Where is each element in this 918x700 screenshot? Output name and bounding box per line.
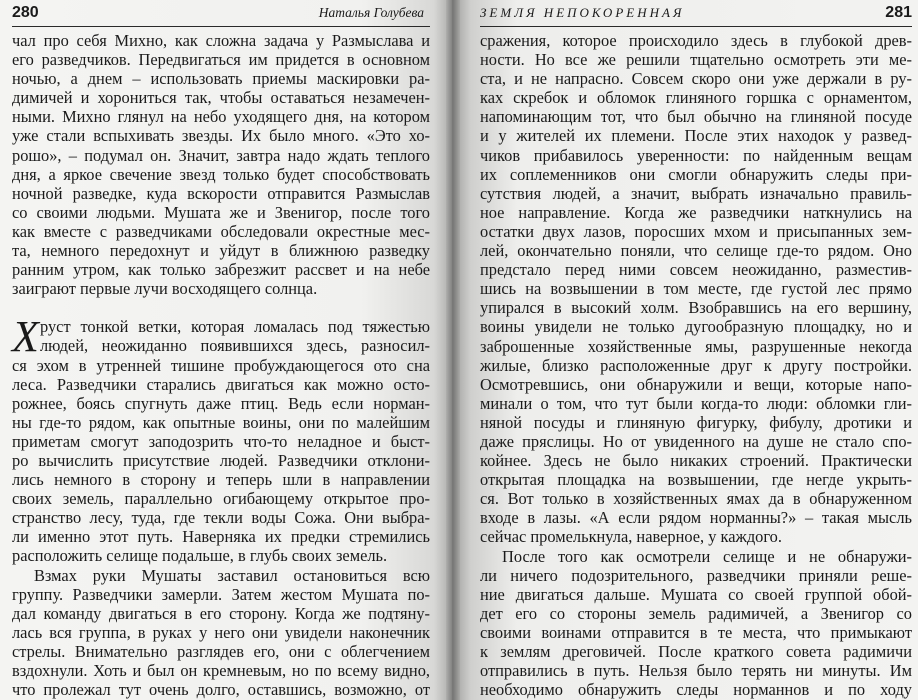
text-line: ся. Вот только в хозяйственных ямах да в обнаруженном (480, 489, 912, 509)
text-line: сражения, которое происходило здесь в глубокой древ- (480, 31, 912, 50)
text-line: воины увидели не только дугообразную площадку, но и (480, 317, 912, 337)
left-paragraph-3 (12, 566, 430, 700)
text-line: дня, а яркое свечение звезд только будет способствовать (12, 164, 430, 184)
right-page-number: 281 (885, 4, 912, 21)
text-line: сутствия людей, а значит, выбрать изначально правиль- (480, 183, 912, 203)
text-line: ночной разведке, куда вскорости отправится Размыслав (12, 183, 430, 203)
text-line: заброшенные хозяйственные ямы, разрушенные некогда (480, 336, 912, 356)
text-line: няной посуды и глиняную фигурку, фибулу, дротики и (480, 412, 912, 432)
text-line: чиков прибавилось уверенности: по найденным вещам (480, 145, 912, 165)
right-paragraph-1 (480, 31, 912, 547)
section-break (12, 298, 430, 317)
text-line: упирался в высокий холм. Взобравшись на его вершину, (480, 298, 912, 318)
text-line: рошо», – подумал он. Значит, завтра надо ждать теплого (12, 145, 430, 165)
text-line: минали о том, что тут были когда-то люди: обломки гли- (480, 393, 912, 413)
text-line: димичей и хорониться так, чтобы оставаться незамечен- (12, 88, 430, 108)
book-gutter-shadow (446, 0, 460, 700)
text-line: рожнее, боясь спугнуть даже птиц. Ведь если норман- (12, 393, 430, 413)
text-line: ли ничего подозрительного, разведчики приняли реше- (480, 565, 912, 585)
left-page (0, 0, 452, 700)
drop-cap: Х (12, 312, 39, 362)
text-line: остатки двух лазов, поросших мхом и присыпанных зем- (480, 221, 912, 241)
left-running-head (12, 4, 430, 27)
text-line: Осмотревшись, они обнаружили и вещи, которые напо- (480, 374, 912, 394)
text-line: ние двигаться дальше. Мушата со своей группой обой- (480, 584, 912, 604)
right-running-head (480, 4, 912, 27)
text-line: отправились в путь. Нельзя было терять ни минуты. Им (480, 661, 912, 681)
right-running-title: ЗЕМЛЯ НЕПОКОРЕННАЯ (480, 5, 685, 20)
text-line: даже пряслицы. Но от увиденного на душе не стало спо- (480, 431, 912, 451)
text-line: ны где-то рядом, как опытные воины, они по малейшим (12, 412, 430, 432)
text-line: руст тонкой ветки, которая ломалась под тяжестью (40, 317, 430, 337)
left-page-number: 280 (12, 4, 39, 21)
text-line: ное направление. Когда же разведчики наткнулись на (480, 202, 912, 222)
text-line: шись на возвышении в том месте, где густой лес прямо (480, 279, 912, 299)
text-line: сейчас промелькнула, наверное, у каждого. (480, 527, 782, 547)
text-line: та, немного передохнут и уйдут в ближнюю разведку (12, 241, 430, 261)
text-line: предстало перед ними совсем неожиданно, разместив- (480, 260, 912, 280)
text-line: напоминающим тот, что был обычно на глиняной посуде (480, 107, 912, 127)
left-running-title: Наталья Голубева (318, 5, 424, 20)
text-line: лей, окончательно поняли, что селище где-то рядом. Оно (480, 241, 912, 261)
text-line: дал команду двигаться в его сторону. Когда же подтяну- (12, 603, 430, 623)
text-line: ся эхом в утренней тишине пробуждающегося ото сна (12, 355, 430, 375)
text-line: заиграют первые лучи восходящего солнца. (12, 279, 318, 299)
text-line: приметам смогут заподозрить что-то неладное и быст- (12, 431, 430, 451)
text-line: После того как осмотрели селище и не обнаружи- (502, 546, 912, 566)
text-line: ными. Михно глянул на небо уходящего дня, на котором (12, 107, 430, 127)
text-line: Взмах руки Мушаты заставил остановиться всю (34, 565, 430, 585)
left-body-text (12, 31, 430, 699)
text-line: ранним утром, как только забрезжит рассвет и на небе (12, 260, 430, 280)
right-paragraph-2 (480, 547, 912, 700)
text-line: его разведчиков. Передвигаться им придется в основном (12, 50, 430, 70)
text-line: своими воинами отправится в те места, что примыкают (480, 622, 912, 642)
text-line: и у жителей их племени. После этих находок у развед- (480, 126, 912, 146)
text-line: ности. Но все же решили тщательно осмотреть эти ме- (480, 50, 912, 70)
text-line: со своими людьми. Мушата же и Звенигор, после того (12, 202, 430, 222)
text-line: ках скребок и обломок глиняного горшка с орнаментом, (480, 88, 912, 108)
left-paragraph-2 (12, 312, 430, 566)
text-line: жилые, близко расположенные друг к другу постройки. (480, 355, 912, 375)
text-line: странство лесу, туда, где текли воды Сожа. Они выбра- (12, 508, 430, 528)
text-line: дет его со стороны земель радимичей, а Звенигор со (480, 603, 912, 623)
text-line: к землям дреговичей. После краткого совета радимичи (480, 642, 912, 661)
text-line: ночью, а днем – использовать приемы маскировки ра- (12, 69, 430, 89)
text-line: вздохнули. Хоть и был он кремневым, но по всему видно, (12, 661, 430, 680)
text-line: ста, и не напрасно. Совсем скоро они уже держали в ру- (480, 69, 912, 89)
text-line: уже стали вспыхивать звезды. Их было много. «Это хо- (12, 126, 430, 146)
text-line: чал про себя Михно, как сложна задача у Размыслава и (12, 31, 430, 50)
text-line: своих земель, параллельно огибающему открытое про- (12, 489, 430, 509)
text-line: ро вычислить присутствие людей. Разведчики отклони- (12, 450, 430, 470)
text-line: необходимо обнаружить следы норманнов и по ходу (480, 680, 912, 700)
text-line: людей, неожиданно появившихся здесь, разносил- (40, 336, 430, 356)
text-line: что пролежал тут очень долго, оставшись, возможно, от (12, 680, 430, 700)
text-line: лась вся группа, в руках у него они увидели наконечник (12, 622, 430, 642)
text-line: группу. Разведчики замерли. Затем жестом Мушата по- (12, 584, 430, 604)
text-line: расположить селище подальше, в глубь своих земель. (12, 546, 388, 566)
text-line: стрелы. Внимательно разглядев его, они с облегчением (12, 641, 430, 661)
text-line: леса. Разведчики старались двигаться как можно осто- (12, 374, 430, 394)
text-line: входе в лазы. «А если рядом норманны?» – такая мысль (480, 508, 912, 528)
left-paragraph-1 (12, 31, 430, 298)
text-line: открытая площадка на возвышении, где негде укрыть- (480, 470, 912, 490)
right-body-text (480, 31, 912, 699)
text-line: койнее. Здесь не было никаких строений. Практически (480, 451, 912, 471)
right-page (452, 0, 918, 700)
text-line: их соплеменников они смогли обнаружить следы при- (480, 164, 912, 184)
text-line: ли именно этот путь. Наверняка их предки стремились (12, 527, 430, 547)
text-line: как вместе с разведчиками обследовали окрестные мес- (12, 221, 430, 241)
text-line: лись немного в сторону и теперь шли в направлении (12, 470, 430, 490)
